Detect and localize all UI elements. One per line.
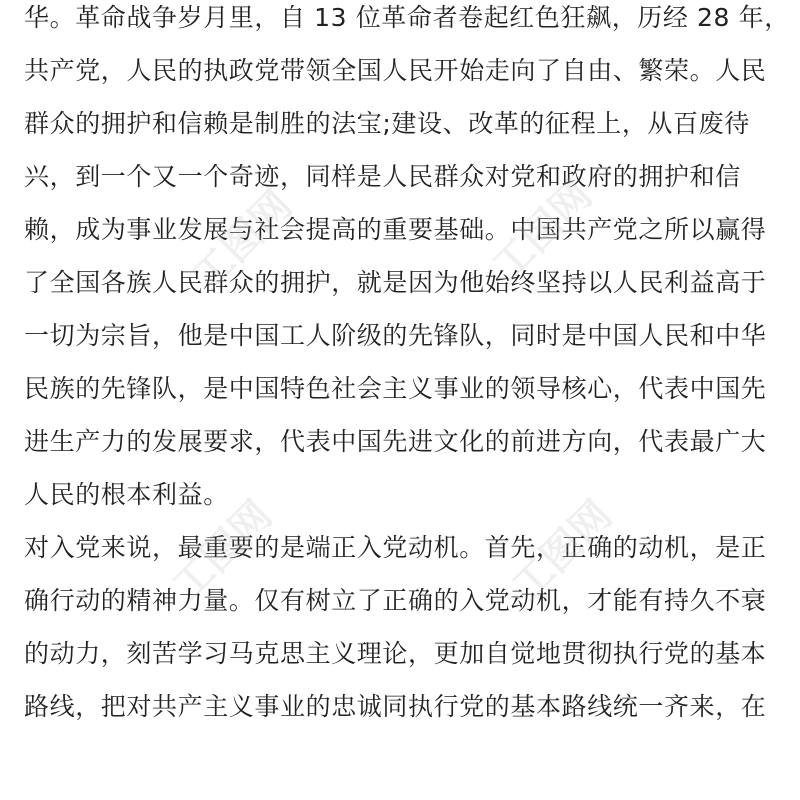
watermark: 工图网 — [503, 492, 622, 610]
text-line: 对入党来说，最重要的是端正入党动机。首先，正确的动机，是正 — [24, 533, 767, 562]
text-line: 赖，成为事业发展与社会提高的重要基础。中国共产党之所以赢得 — [24, 215, 767, 244]
text-line: 共产党，人民的执政党带领全国人民开始走向了自由、繁荣。人民 — [24, 56, 767, 85]
text-line: 路线，把对共产主义事业的忠诚同执行党的基本路线统一齐来，在 — [24, 692, 767, 721]
watermark: 工图网 — [183, 182, 302, 300]
text-line: 兴，到一个又一个奇迹，同样是人民群众对党和政府的拥护和信 — [24, 162, 741, 191]
text-line: 的动力，刻苦学习马克思主义理论，更加自觉地贯彻执行党的基本 — [24, 639, 767, 668]
text-line: 确行动的精神力量。仅有树立了正确的入党动机，才能有持久不衰 — [24, 586, 767, 615]
watermark: 工图网 — [483, 172, 602, 290]
document-body — [24, 0, 790, 733]
text-line: 进生产力的发展要求，代表中国先进文化的前进方向，代表最广大 — [24, 427, 767, 456]
text-line: 群众的拥护和信赖是制胜的法宝;建设、改革的征程上，从百废待 — [24, 109, 750, 138]
text-line: 人民的根本利益。 — [24, 480, 229, 509]
text-line: 华。革命战争岁月里，自 13 位革命者卷起红色狂飙，历经 28 年， — [24, 3, 790, 32]
text-line: 了全国各族人民群众的拥护，就是因为他始终坚持以人民利益高于 — [24, 268, 767, 297]
text-line: 一切为宗旨，他是中国工人阶级的先锋队，同时是中国人民和中华 — [24, 321, 767, 350]
text-line: 民族的先锋队，是中国特色社会主义事业的领导核心，代表中国先 — [24, 374, 767, 403]
watermark: 工图网 — [163, 492, 282, 610]
